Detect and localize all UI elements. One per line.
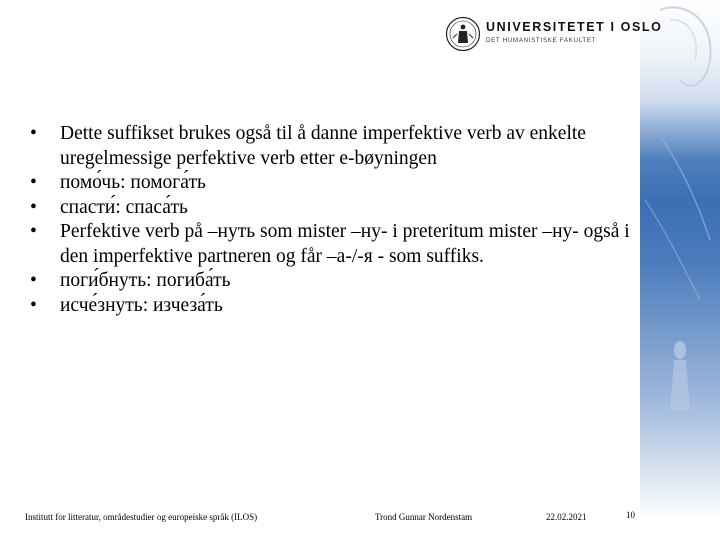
university-logo [445,14,663,54]
bullet-symbol: • [30,270,37,291]
statue-image [640,0,720,540]
bullet-text: исче́знуть: изчеза́ть [60,294,223,316]
footer-institute: Institutt for litteratur, områdestudier og europeiske språk (ILOS) [25,512,258,522]
university-name: UNIVERSITETET I OSLO [486,20,663,34]
list-item [30,220,630,269]
list-item [30,269,630,294]
page-number: 10 [626,510,635,520]
footer-author: Trond Gunnar Nordenstam [375,512,473,522]
bullet-symbol: • [30,294,37,316]
university-seal-icon [445,16,481,52]
bullet-list [30,122,630,318]
bullet-text: Perfektive verb på –нуть som mister –ну- i preteritum mister –ну- også i den imperfektive partneren og får –а-/-я - som suffiks. [60,221,630,267]
faculty-name: DET HUMANISTISKE FAKULTET [486,38,597,44]
list-item [30,171,630,196]
list-item [30,122,630,171]
bullet-text: помо́чь: помога́ть [60,172,206,193]
bullet-symbol: • [30,196,37,218]
bullet-symbol: • [30,172,37,193]
bullet-text: Dette suffikset brukes også til å danne imperfektive verb av enkelte uregelmessige perfektive verb etter e-bøyningen [60,123,586,169]
list-item [30,196,630,221]
footer-date: 22.02.2021 [546,512,587,522]
decorative-side-panel [640,0,720,540]
bullet-text: спасти́: спаса́ть [60,196,188,218]
list-item [30,294,630,319]
bullet-symbol: • [30,221,37,242]
bullet-text: поги́бнуть: погиба́ть [60,270,231,291]
bullet-symbol: • [30,123,37,144]
